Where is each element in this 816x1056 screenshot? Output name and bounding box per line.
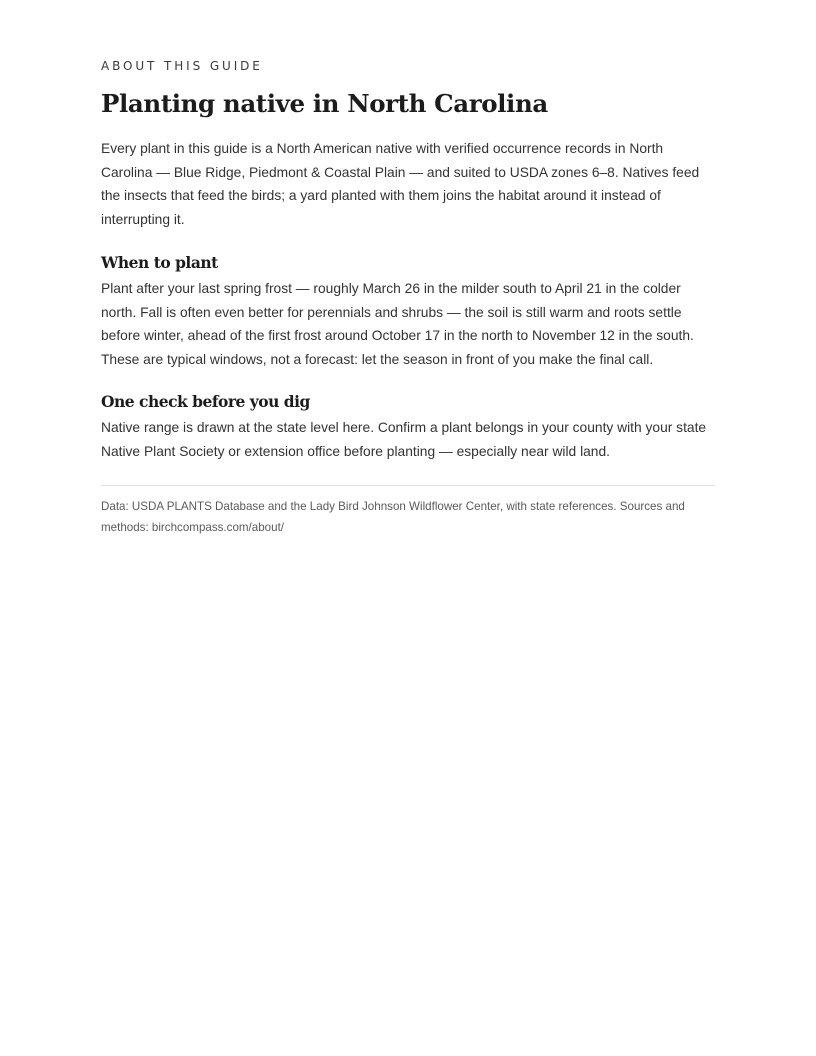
data-sources-footnote: Data: USDA PLANTS Database and the Lady Bird Johnson Wildflower Center, with state references. Sources and methods: birchcompass.com/about/ [101, 500, 685, 534]
intro-paragraph: Every plant in this guide is a North American native with verified occurrence records in North Carolina — Blue Ridge, Piedmont & Coastal Plain — and suited to USDA zones 6–8. Natives feed the insects that feed the birds; a yard planted with them joins the habitat around it instead of interrupting it. [101, 141, 700, 228]
when-to-plant-paragraph: Plant after your last spring frost — roughly March 26 in the milder south to April 21 in the colder north. Fall is often even better for perennials and shrubs — the soil is still warm and roots settle before winter, ahead of the first frost around October 17 in the north to November 12 in the south. These are typical windows, not a forecast: let the season in front of you make the final call. [101, 281, 694, 368]
check-before-dig-heading: One check before you dig [101, 392, 310, 411]
when-to-plant-heading: When to plant [101, 253, 218, 272]
check-before-dig-paragraph: Native range is drawn at the state level here. Confirm a plant belongs in your county with your state Native Plant Society or extension office before planting — especially near wild land. [101, 420, 707, 459]
divider [101, 485, 715, 486]
section-eyebrow: ABOUT THIS GUIDE [101, 59, 263, 73]
page-title: Planting native in North Carolina [101, 89, 548, 118]
